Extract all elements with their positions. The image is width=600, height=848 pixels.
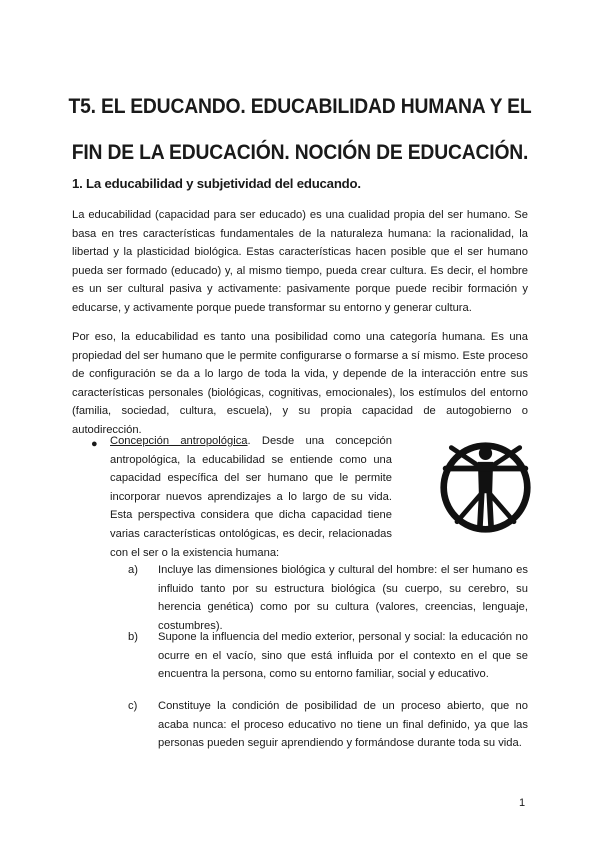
list-marker: c) <box>128 700 138 712</box>
paragraph-2: Por eso, la educabilidad es tanto una posibilidad como una categoría humana. Es una propiedad del ser humano que le permite configurarse o formarse a sí mismo. Este proceso de configuración se da a lo largo de toda la vida, y depende de la interacción entre sus características personales (biológicas, cognitivas, emocionales), los estímulos del entorno (familia, sociedad, cultura, escuela), y su propia capacidad de autogobierno o autodirección. <box>72 331 528 436</box>
bullet-term: Concepción antropológica <box>110 435 248 447</box>
page-title: T5. EL EDUCANDO. EDUCABILIDAD HUMANA Y EL FIN DE LA EDUCACIÓN. NOCIÓN DE EDUCACIÓN. <box>68 95 532 164</box>
list-item-text: Constituye la condición de posibilidad de un proceso abierto, que no acaba nunca: el proceso educativo no tiene un final definido, ya que las personas pueden seguir aprendiendo y formándose durante toda su vida. <box>158 700 528 750</box>
section-heading: 1. La educabilidad y subjetividad del educando. <box>72 176 361 191</box>
vitruvian-man-icon <box>438 440 533 535</box>
list-marker: b) <box>128 631 138 643</box>
page-number: 1 <box>519 797 526 809</box>
bullet-body: . Desde una concepción antropológica, la educabilidad se entiende como una capacidad específica del ser humano que le permite incorporar nuevos aprendizajes a lo largo de su vida. Esta perspectiva considera que dicha capacidad tiene varias características ontológicas, es decir, relacionadas con el ser o la existencia humana: <box>110 435 392 559</box>
list-marker: a) <box>128 564 138 576</box>
list-item-text: Incluye las dimensiones biológica y cultural del hombre: el ser humano es influido tanto por su estructura biológica (su cuerpo, su cerebro, su herencia genética) como por su cultura (valores, creencias, lenguaje, costumbres). <box>158 564 528 632</box>
bullet-paragraph <box>110 432 392 562</box>
paragraph-1: La educabilidad (capacidad para ser educado) es una cualidad propia del ser humano. Se basa en tres características fundamentales de la naturaleza humana: la racionalidad, la libertad y la plasticidad biológica. Estas características hacen posible que el ser humano pueda ser formado (educado) y, al mismo tiempo, pueda crear cultura. Es decir, el hombre es un ser cultural pasiva y activamente: pasivamente porque puede recibir formación y educarse, y activamente porque puede transformar su entorno y generar cultura. <box>72 209 528 314</box>
list-item-text: Supone la influencia del medio exterior, personal y social: la educación no ocurre en el vacío, sino que está influida por el contexto en el que se encuentra la persona, como su entorno familiar, social y educativo. <box>158 631 528 681</box>
bullet-marker: ● <box>91 438 98 450</box>
